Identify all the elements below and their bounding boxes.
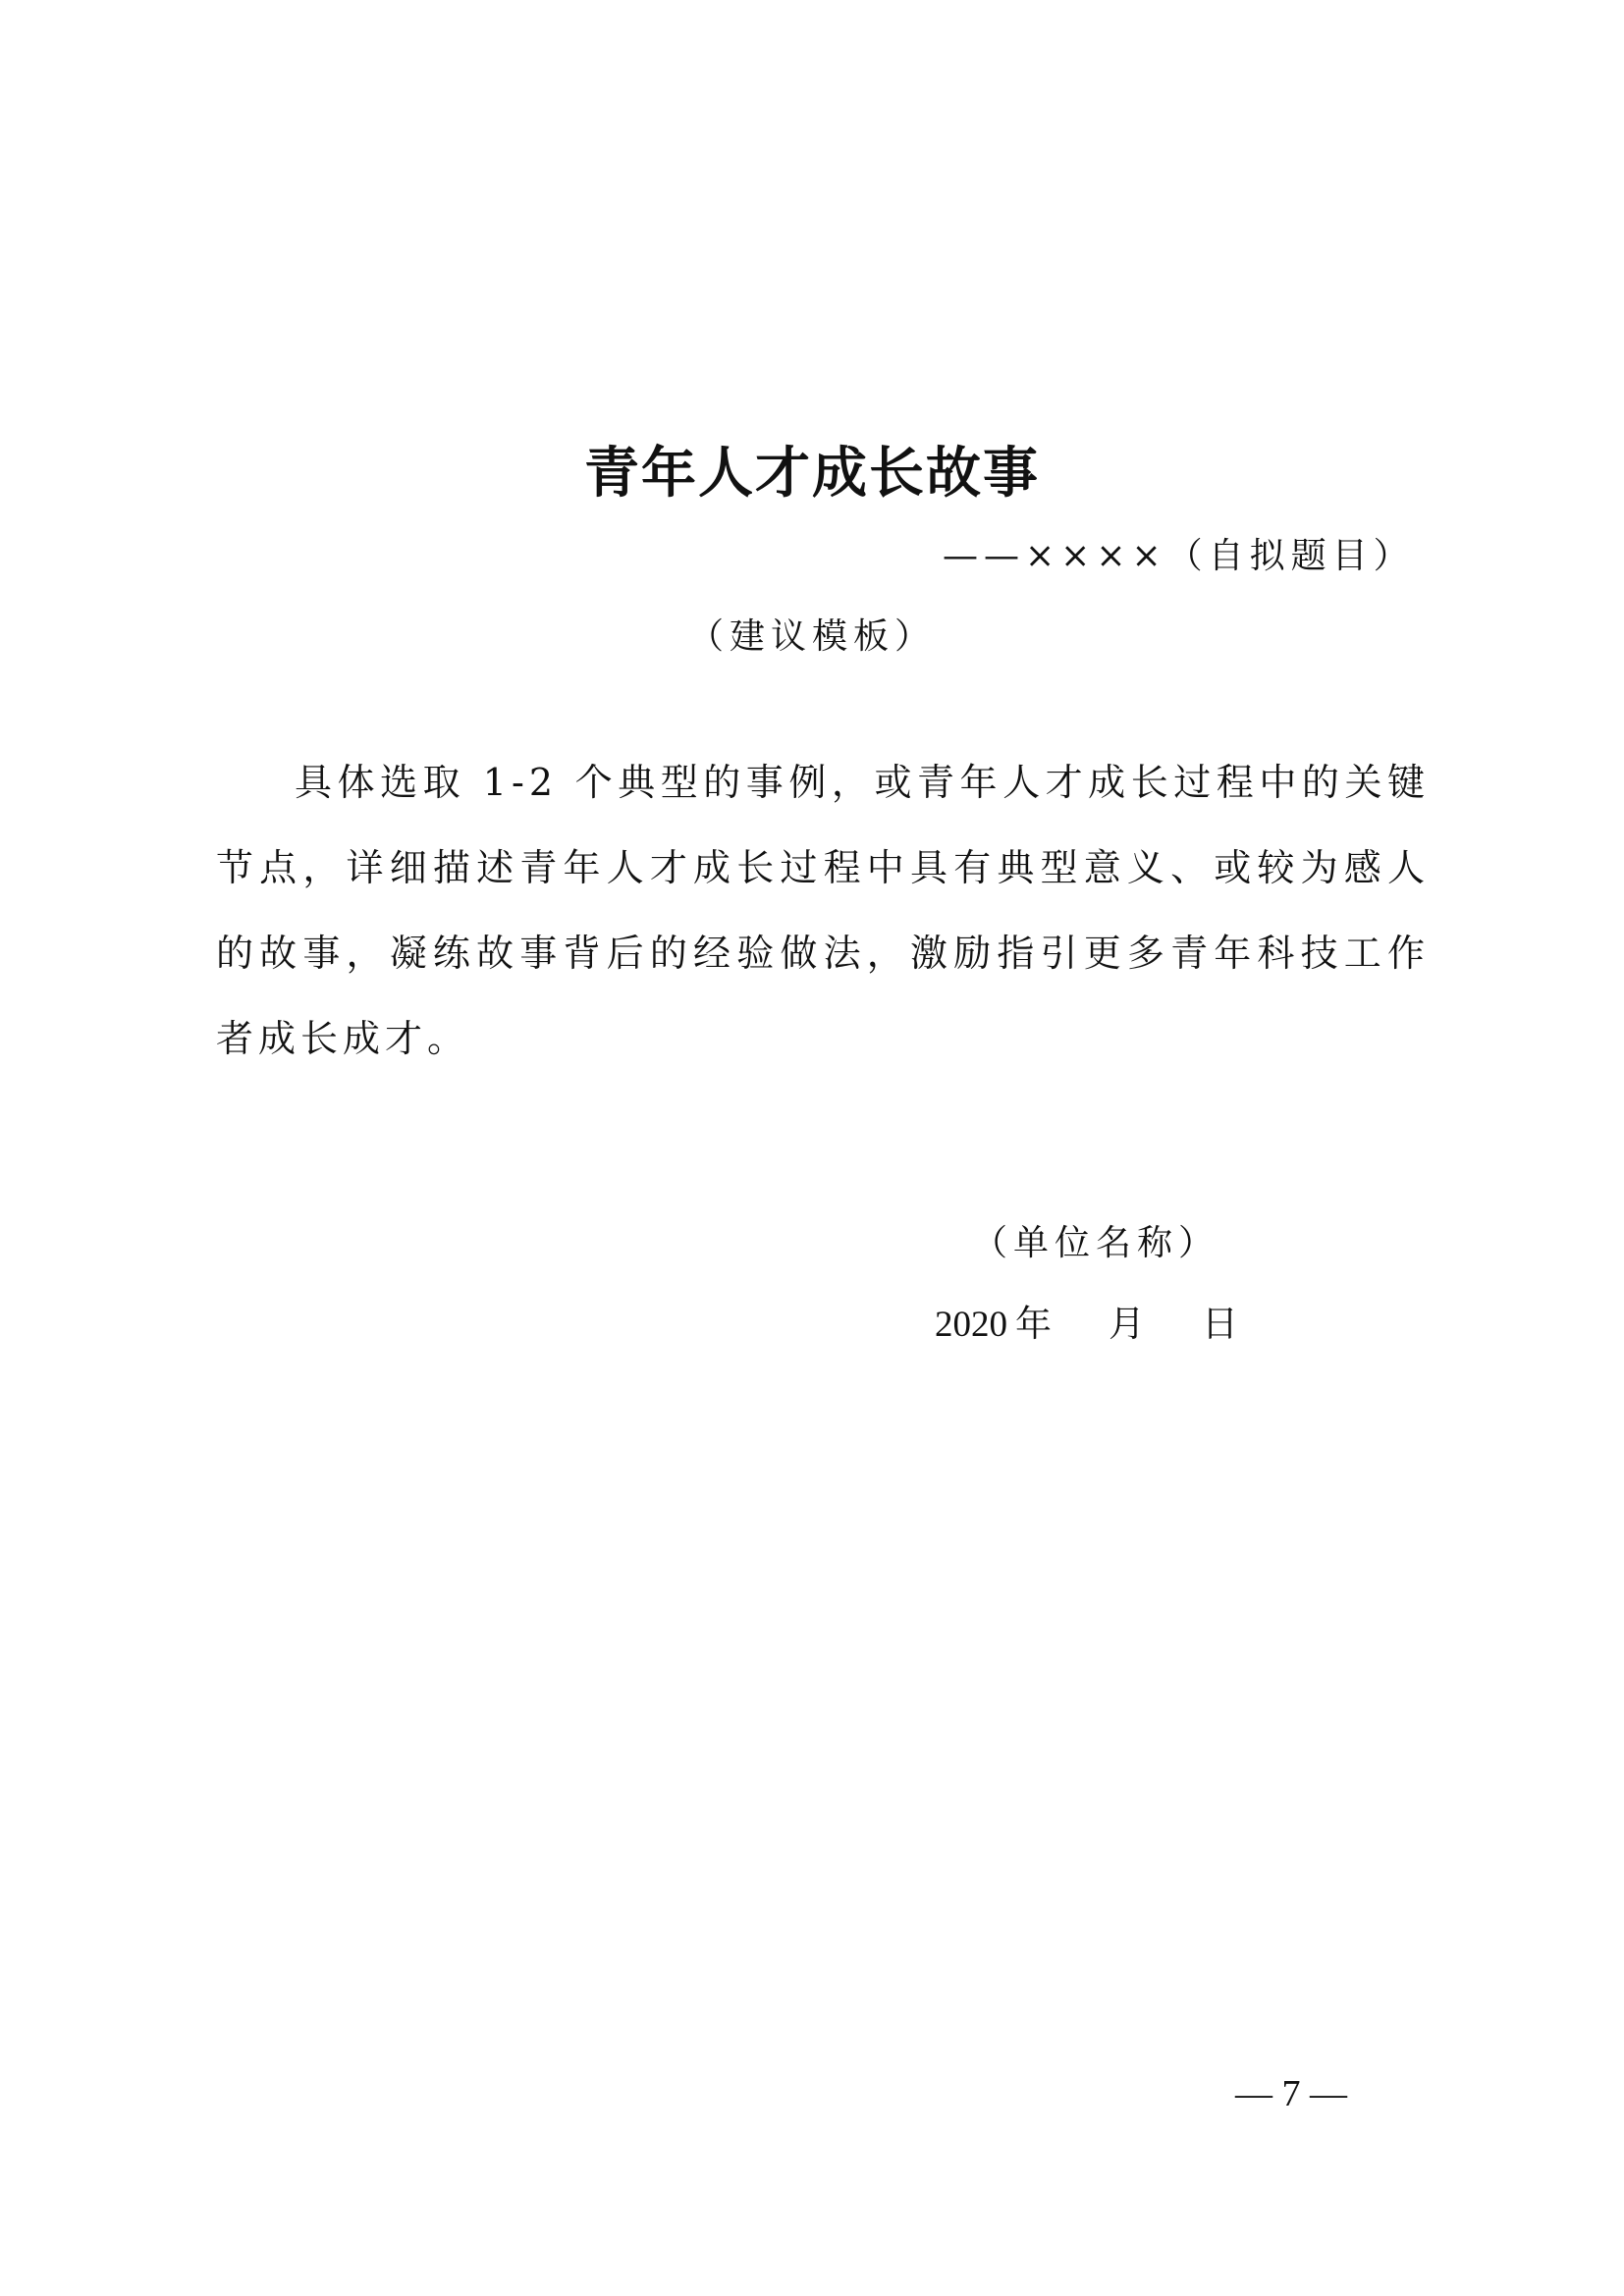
- body-paragraph: 具体选取 1-2 个典型的事例，或青年人才成长过程中的关键节点，详细描述青年人才成长过程中具有典型意义、或较为感人的故事，凝练故事背后的经验做法，激励指引更多青年科技工作者成长成才。: [216, 761, 1430, 1060]
- template-note: （建议模板）: [687, 616, 936, 657]
- date-month-unit: 月: [1109, 1305, 1145, 1345]
- page-number: — 7 —: [1235, 2073, 1347, 2114]
- unit-name: （单位名称）: [972, 1223, 1220, 1263]
- date-line: [935, 1301, 1238, 1350]
- date-year: 2020: [935, 1305, 1007, 1345]
- date-day-unit: 日: [1202, 1305, 1238, 1345]
- document-title: 青年人才成长故事: [584, 442, 1040, 506]
- document-subtitle: ——××××（自拟题目）: [943, 536, 1415, 576]
- date-year-unit: 年: [1015, 1305, 1052, 1345]
